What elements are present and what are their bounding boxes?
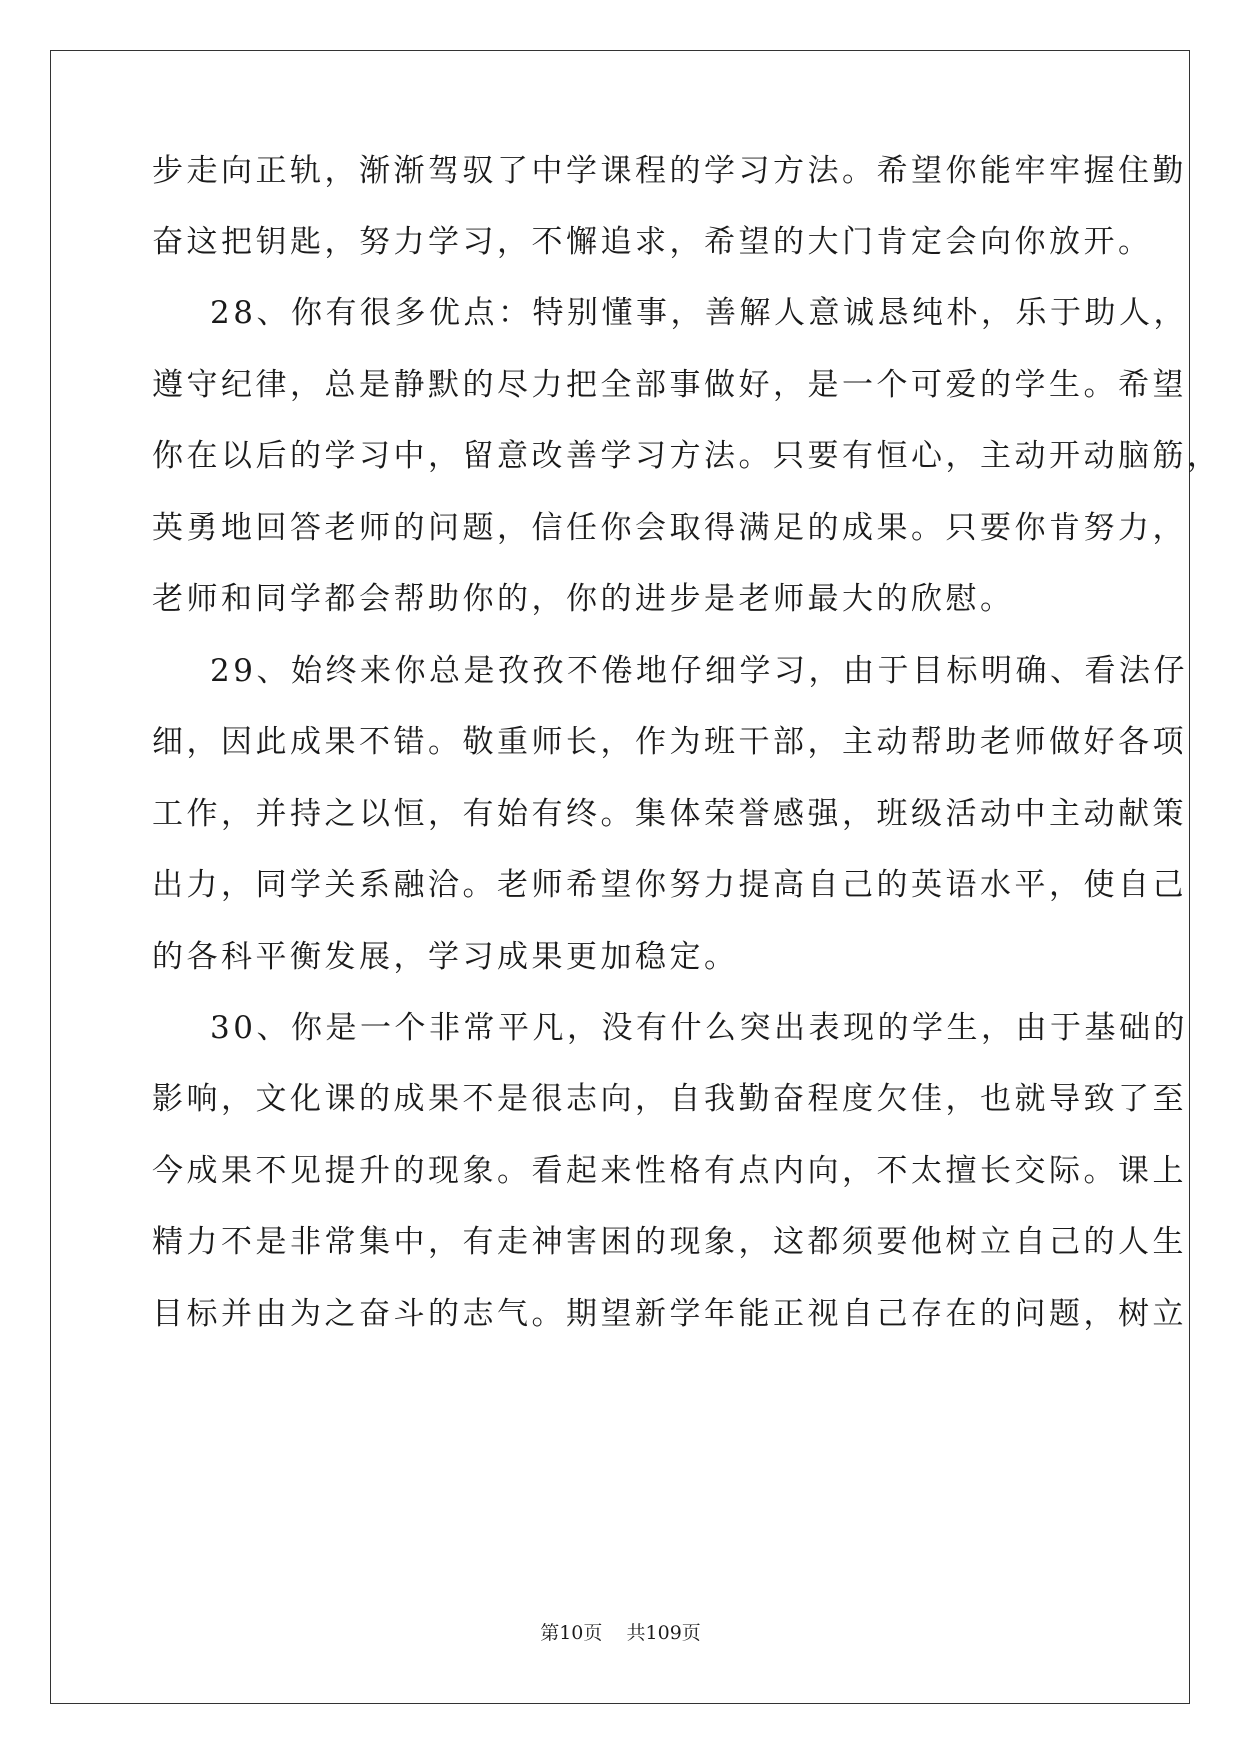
text-line: 出力，同学关系融洽。老师希望你努力提高自己的英语水平，使自己 <box>152 867 1187 903</box>
text-line: 的各科平衡发展，学习成果更加稳定。 <box>152 939 739 975</box>
page-footer <box>0 1621 1241 1645</box>
text-line: 目标并由为之奋斗的志气。期望新学年能正视自己存在的问题，树立 <box>152 1296 1187 1332</box>
text-line: 奋这把钥匙，努力学习，不懈追求，希望的大门肯定会向你放开。 <box>152 224 1153 260</box>
text-line: 细，因此成果不错。敬重师长，作为班干部，主动帮助老师做好各项 <box>152 724 1187 760</box>
paragraph-29-start: 29、始终来你总是孜孜不倦地仔细学习，由于目标明确、看法仔 <box>210 653 1188 689</box>
text-line: 精力不是非常集中，有走神害困的现象，这都须要他树立自己的人生 <box>152 1224 1187 1260</box>
text-line: 遵守纪律，总是静默的尽力把全部事做好，是一个可爱的学生。希望 <box>152 367 1187 403</box>
page-number: 第10页 <box>540 1622 603 1644</box>
text-line: 今成果不见提升的现象。看起来性格有点内向，不太擅长交际。课上 <box>152 1153 1187 1189</box>
paragraph-28-start: 28、你有很多优点：特别懂事，善解人意诚恳纯朴，乐于助人， <box>210 295 1188 331</box>
text-line: 你在以后的学习中，留意改善学习方法。只要有恒心，主动开动脑筋， <box>152 438 1222 474</box>
paragraph-30-start: 30、你是一个非常平凡，没有什么突出表现的学生，由于基础的 <box>210 1010 1188 1046</box>
text-line: 英勇地回答老师的问题，信任你会取得满足的成果。只要你肯努力， <box>152 510 1187 546</box>
text-line: 影响，文化课的成果不是很志向，自我勤奋程度欠佳，也就导致了至 <box>152 1081 1187 1117</box>
text-line: 工作，并持之以恒，有始有终。集体荣誉感强，班级活动中主动献策 <box>152 796 1187 832</box>
page-total: 共109页 <box>626 1622 701 1644</box>
text-line: 老师和同学都会帮助你的，你的进步是老师最大的欣慰。 <box>152 581 1015 617</box>
text-line: 步走向正轨，渐渐驾驭了中学课程的学习方法。希望你能牢牢握住勤 <box>152 153 1187 189</box>
